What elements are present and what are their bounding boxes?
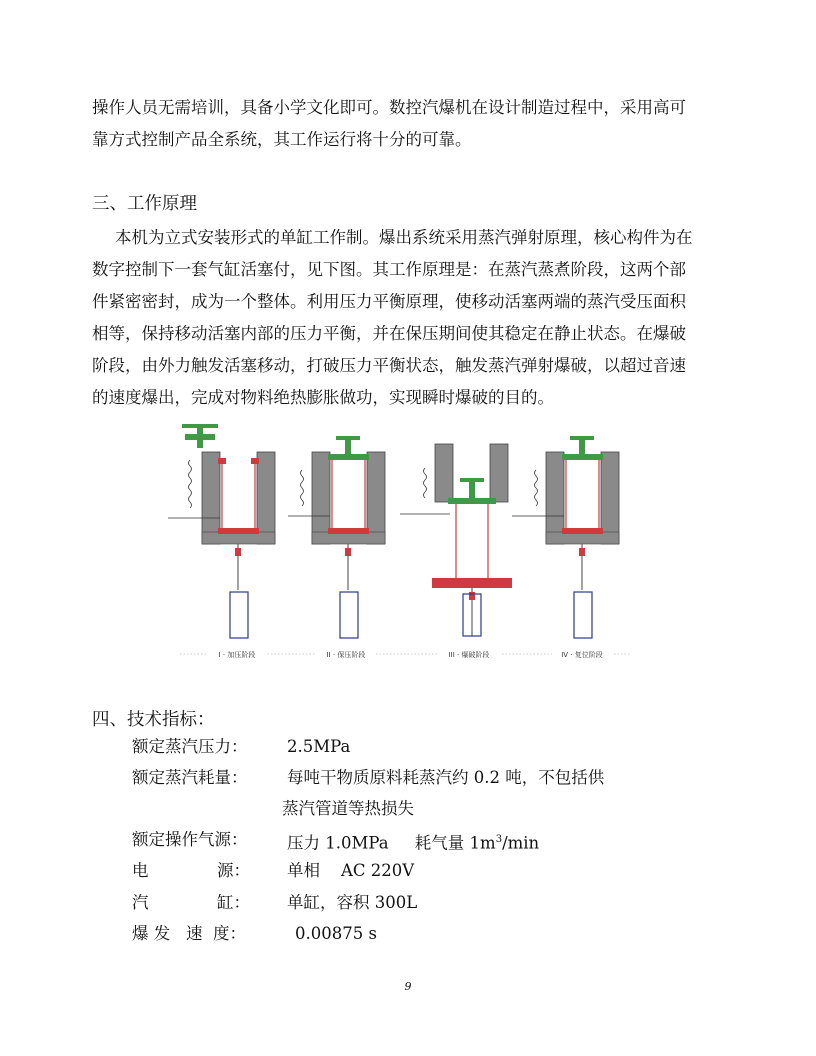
spec-value: 每吨干物质原料耗蒸汽约 0.2 吨，不包括供 bbox=[287, 768, 605, 787]
spec-value bbox=[287, 825, 539, 859]
section-3-line-4: 相等，保持移动活塞内部的压力平衡，并在保压期间使其稳定在静止状态。在爆破 bbox=[92, 324, 686, 343]
intro-line-2: 靠方式控制产品全系统，其工作运行将十分的可靠。 bbox=[92, 130, 472, 149]
spec-value: 单相 AC 220V bbox=[287, 861, 415, 880]
spec-label: 额定操作气源： bbox=[132, 830, 248, 849]
spec-value: 2.5MPa bbox=[287, 737, 351, 756]
spec-value: 0.00875 s bbox=[295, 924, 377, 943]
spec-label: 爆 发 速 度： bbox=[132, 924, 246, 943]
stage-2-label: II · 保压阶段 bbox=[326, 651, 366, 659]
air-source-pre: 压力 1.0MPa 耗气量 1m bbox=[287, 833, 496, 853]
stage-4-cylinder bbox=[512, 436, 619, 638]
spec-value: 单缸，容积 300L bbox=[287, 893, 418, 912]
air-source-post: /min bbox=[502, 833, 540, 853]
section-3-line-1: 本机为立式安装形式的单缸工作制。爆出系统采用蒸汽弹射原理，核心构件为在 bbox=[115, 228, 693, 247]
spec-label: 额定蒸汽压力： bbox=[132, 737, 248, 756]
stage-1-label: I · 加压阶段 bbox=[218, 651, 256, 659]
spec-label-b: 缸： bbox=[217, 893, 250, 912]
section-3-heading: 三、工作原理 bbox=[92, 194, 197, 214]
stage-3-label: III · 爆破阶段 bbox=[448, 651, 490, 659]
stage-1-cylinder bbox=[168, 424, 275, 638]
section-3-line-3: 件紧密密封，成为一个整体。利用压力平衡原理，使移动活塞两端的蒸汽受压面积 bbox=[92, 292, 686, 311]
working-principle-diagram bbox=[160, 420, 640, 670]
spec-label-a: 电 bbox=[132, 861, 149, 880]
spec-label-b: 源： bbox=[217, 861, 250, 880]
page-number: 9 bbox=[404, 980, 412, 993]
air-source-sup: 3 bbox=[495, 834, 503, 845]
spec-label: 额定蒸汽耗量： bbox=[132, 768, 248, 787]
section-3-line-2: 数字控制下一套气缸活塞付，见下图。其工作原理是：在蒸汽蒸煮阶段，这两个部 bbox=[92, 260, 686, 279]
intro-line-1: 操作人员无需培训，具备小学文化即可。数控汽爆机在设计制造过程中，采用高可 bbox=[92, 98, 686, 117]
stage-2-cylinder bbox=[288, 436, 385, 638]
section-3-line-6: 的速度爆出，完成对物料绝热膨胀做功，实现瞬时爆破的目的。 bbox=[92, 388, 554, 407]
spec-value: 蒸汽管道等热损失 bbox=[282, 799, 414, 818]
spec-label-a: 汽 bbox=[132, 893, 149, 912]
section-4-heading: 四、技术指标： bbox=[92, 710, 215, 730]
stage-3-cylinder bbox=[400, 444, 512, 636]
stage-4-label: IV · 复位阶段 bbox=[561, 651, 603, 659]
section-3-line-5: 阶段，由外力触发活塞移动，打破压力平衡状态，触发蒸汽弹射爆破，以超过音速 bbox=[92, 356, 686, 375]
